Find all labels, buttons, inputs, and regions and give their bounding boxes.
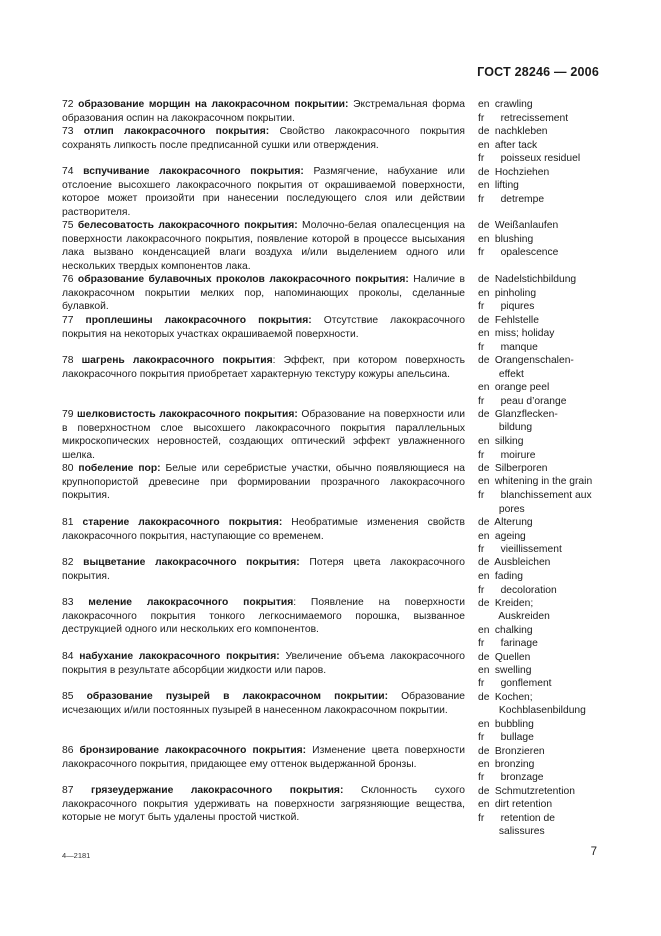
term-entry [62,516,465,543]
term-entry [62,690,465,717]
language-code: en [478,436,490,447]
equivalent-text: Auskreiden [496,611,550,622]
equivalent-term [478,273,576,287]
equivalent-text: effekt [496,369,524,380]
language-code: fr [478,585,485,596]
equivalent-text: moirure [492,450,536,461]
language-code: fr [478,772,485,783]
equivalent-term [478,798,552,812]
language-code: fr [478,450,485,461]
equivalent-text: Ausbleichen [492,557,551,568]
term-number: 78 [62,355,82,366]
term-definition: Образование исчезающих и/или постоянных пузырей в нанесенном лакокрасочном покрытии. [62,691,465,716]
term-entry [62,165,465,219]
term-definition: Увеличение объема лакокрасочного покрытия в результате абсорбции жидкости или паров. [62,651,465,676]
language-code: fr [478,247,485,258]
equivalent-term [478,758,534,772]
equivalent-text: fading [492,571,523,582]
language-code: fr [478,678,485,689]
equivalent-text: Orangenschalen- [492,355,574,366]
language-code: fr [478,813,485,824]
equivalent-text: swelling [492,665,532,676]
equivalent-term [478,624,533,638]
equivalent-text: Kreiden; [492,598,534,609]
language-code: fr [478,490,485,501]
term-definition: Наличие в лакокрасочном покрытии мелких пор, напоминающих проколы, сделанные булавкой. [62,274,465,312]
term-name: вспучивание лакокрасочного покрытия: [83,166,304,177]
equivalent-text: Weißanlaufen [492,220,559,231]
equivalent-text: bronzage [492,772,544,783]
term-name: белесоватость лакокрасочного покрытия: [77,220,298,231]
term-entry [62,273,465,314]
language-code: en [478,328,490,339]
equivalent-text: poisseux residuel [492,153,581,164]
equivalent-term [478,570,523,584]
equivalent-text: lifting [492,180,519,191]
term-name: побеление пор: [78,463,161,474]
term-number: 73 [62,126,84,137]
language-code: en [478,571,490,582]
equivalent-term [478,516,533,530]
equivalent-text: Bronzieren [492,746,545,757]
equivalent-term [478,664,532,678]
language-code: en [478,139,490,151]
equivalent-text: silking [492,436,524,447]
equivalent-text: blushing [492,234,534,245]
equivalent-text: detrempe [492,193,545,205]
equivalent-text: Schmutzretention [492,786,575,797]
equivalent-term [478,462,548,476]
language-code: fr [478,342,485,353]
equivalent-text: vieillissement [492,544,562,555]
term-entry [62,744,465,771]
language-code: de [478,463,490,474]
language-code: fr [478,153,485,164]
equivalent-term [478,825,545,839]
equivalent-term [478,381,549,395]
term-number: 81 [62,517,83,528]
term-definition: Отсутствие лакокрасочного покрытия на некоторых участках окрашиваемой поверхности. [62,315,465,340]
term-entry [62,596,465,637]
term-entry [62,556,465,583]
equivalent-term [478,718,534,732]
equivalent-term [478,475,592,489]
language-code: fr [478,732,485,743]
equivalent-term [478,246,558,260]
language-code: en [478,476,490,487]
equivalent-term [478,395,566,409]
term-entry [62,125,465,152]
term-definition: Необратимые изменения свойств лакокрасочного покрытия, наступающие со временем. [62,517,465,542]
print-code: 4—2181 [62,851,91,860]
language-code: en [478,234,490,245]
equivalent-text: Silberporen [492,463,548,474]
equivalent-text: Glanzflecken- [492,409,558,420]
language-code: de [478,355,490,366]
equivalent-term [478,179,519,193]
term-name: шелковистость лакокрасочного покрытия: [77,409,298,420]
equivalent-term [478,489,592,503]
term-definition: Молочно-белая опалесценция на поверхности лакокрасочного покрытия, появление которой в процессе высыхания лака вызвано конденсацией влаги воздуха и/или выделением одного или нескольких твердых компонентов лака. [62,220,465,272]
equivalent-text: orange peel [492,382,550,393]
equivalent-term [478,677,552,691]
equivalent-text: dirt retention [492,799,553,810]
equivalent-term [478,219,558,233]
equivalent-term [478,556,550,570]
language-code: en [478,665,490,676]
language-code: en [478,719,490,730]
language-code: de [478,786,490,797]
equivalent-text: ageing [492,531,526,542]
equivalent-term [478,610,550,624]
term-number: 82 [62,557,84,568]
language-code: en [478,799,490,810]
term-name: отлип лакокрасочного покрытия: [83,126,270,137]
term-number: 77 [62,315,86,326]
equivalent-text: pores [496,504,525,515]
equivalent-text: piqures [492,301,535,312]
equivalent-term [478,193,544,207]
term-number: 87 [62,785,91,796]
term-name: набухание лакокрасочного покрытия: [79,651,280,662]
equivalent-text: Fehlstelle [492,315,539,326]
equivalent-text: pinholing [492,288,537,299]
language-code: de [478,652,490,663]
equivalent-term [478,637,538,651]
equivalent-text: decoloration [492,585,557,596]
term-name: выцветание лакокрасочного покрытия: [83,557,300,568]
equivalent-term [478,745,545,759]
equivalent-text: Kochen; [492,692,533,703]
equivalent-term [478,139,537,153]
language-code: fr [478,544,485,555]
term-number: 86 [62,745,80,756]
term-number: 72 [62,99,79,110]
term-name: образование морщин на лакокрасочном покрытии: [78,99,349,110]
equivalent-term [478,651,530,665]
language-code: de [478,409,490,420]
language-code: en [478,531,490,542]
equivalent-text: Nadelstichbildung [492,274,577,285]
equivalent-text: Hochziehen [492,166,550,178]
equivalent-term [478,771,544,785]
equivalent-term [478,152,580,166]
equivalent-text: nachkleben [492,126,548,137]
equivalent-text: salissures [496,826,545,837]
term-entry [62,462,465,503]
equivalent-term [478,584,557,598]
equivalent-term [478,785,575,799]
language-code: fr [478,396,485,407]
term-name: проплешины лакокрасочного покрытия: [85,315,312,326]
equivalent-text: bubbling [492,719,534,730]
language-code: en [478,382,490,393]
equivalent-term [478,812,555,826]
term-definition: Изменение цвета поверхности лакокрасочного покрытия, придающее ему оттенок выдержанной бронзы. [62,745,465,770]
equivalent-term [478,704,586,718]
equivalent-term [478,530,526,544]
term-entry [62,314,465,341]
language-code: fr [478,193,485,205]
equivalent-text: Kochblasenbildung [496,705,586,716]
term-definition: : Появление на поверхности лакокрасочного покрытия тонкого легкоснимаемого порошка, вызванное деструкцией одного или нескольких его компонентов. [62,597,465,635]
page-header: ГОСТ 28246 — 2006 [477,65,599,79]
language-code: de [478,166,490,178]
equivalent-text: miss; holiday [492,328,555,339]
term-name: старение лакокрасочного покрытия: [82,517,283,528]
equivalent-term [478,112,568,126]
equivalent-term [478,327,554,341]
term-number: 76 [62,274,78,285]
term-entry [62,408,465,462]
language-code: en [478,99,490,110]
equivalent-text: whitening in the grain [492,476,593,487]
equivalent-text: bullage [492,732,534,743]
equivalent-text: crawling [492,99,533,110]
equivalent-text: bildung [496,422,533,433]
term-number: 84 [62,651,80,662]
language-code: en [478,625,490,636]
equivalent-term [478,166,549,180]
equivalent-term [478,597,533,611]
term-name: меление лакокрасочного покрытия [88,597,294,608]
term-entry [62,219,465,273]
term-entry [62,98,465,125]
equivalent-term [478,233,533,247]
term-number: 80 [62,463,79,474]
equivalent-text: retrecissement [492,112,569,124]
equivalent-term [478,341,538,355]
equivalent-term [478,300,534,314]
equivalent-term [478,435,523,449]
equivalent-text: retention de [492,813,555,824]
language-code: fr [478,301,485,312]
equivalent-term [478,449,536,463]
equivalent-term [478,543,562,557]
equivalent-text: peau d’orange [492,396,567,407]
term-definition: Размягчение, набухание или отслоение высохшего лакокрасочного покрытия от окрашиваемой поверхности, которое может произойти при нанесении последующего слоя или действии растворителя. [62,166,465,218]
equivalent-term [478,731,534,745]
equivalent-text: Alterung [492,517,533,528]
equivalent-term [478,408,558,422]
equivalent-text: opalescence [492,247,559,258]
equivalent-text: after tack [492,139,538,151]
term-definition: Белые или серебристые участки, обычно появляющиеся на крупнопористой древесине при формировании прозрачного лакокрасочного покрытия. [62,463,465,501]
language-code: de [478,315,490,326]
equivalent-term [478,691,533,705]
language-code: de [478,220,490,231]
term-number: 75 [62,220,78,231]
page-number: 7 [590,846,597,858]
equivalent-text: bronzing [492,759,535,770]
language-code: de [478,274,490,285]
term-entry [62,650,465,677]
term-number: 85 [62,691,87,702]
language-code: de [478,692,490,703]
term-name: образование булавочных проколов лакокрасочного покрытия: [77,274,409,285]
term-number: 74 [62,166,84,177]
language-code: de [478,517,490,528]
language-code: fr [478,638,485,649]
language-code: fr [478,112,485,124]
equivalent-text: gonflement [492,678,552,689]
equivalent-term [478,125,548,139]
term-name: образование пузырей в лакокрасочном покрытии: [86,691,389,702]
language-code: de [478,746,490,757]
equivalent-text: Quellen [492,652,531,663]
equivalent-text: blanchissement aux [492,490,592,501]
equivalent-term [478,354,574,368]
term-name: грязеудержание лакокрасочного покрытия: [90,785,344,796]
term-number: 79 [62,409,78,420]
language-code: de [478,557,490,568]
equivalent-term [478,287,536,301]
equivalent-term [478,421,532,435]
equivalent-term [478,503,525,517]
term-definition: Склонность сухого лакокрасочного покрытия удерживать на поверхности загрязняющие вещества, которые не могут быть удалены простой чисткой. [62,785,465,823]
equivalent-term [478,314,539,328]
term-definition: : Эффект, при котором поверхность лакокрасочного покрытия приобретает характерную текстуру кожуры апельсина. [62,355,465,380]
term-entry [62,354,465,381]
language-code: de [478,598,490,609]
term-definition: Образование на поверхности или в поверхностном слое высохшего лакокрасочного покрытия параллельных микроскопических неровностей, создающих оптический эффект увлажненного шелка. [62,409,465,461]
equivalent-term [478,98,533,112]
language-code: en [478,288,490,299]
equivalent-text: farinage [492,638,538,649]
term-name: шагрень лакокрасочного покрытия [81,355,273,366]
term-definition: Свойство лакокрасочного покрытия сохранять липкость после предписанной сушки или отверждения. [62,126,465,151]
equivalent-term [478,368,524,382]
equivalent-text: manque [492,342,538,353]
language-code: en [478,180,490,191]
term-name: бронзирование лакокрасочного покрытия: [79,745,307,756]
term-definition: Экстремальная форма образования оспин на лакокрасочном покрытии. [62,99,465,124]
term-number: 83 [62,597,89,608]
term-definition: Потеря цвета лакокрасочного покрытия. [62,557,465,582]
language-code: de [478,126,490,137]
equivalent-text: chalking [492,625,533,636]
language-code: en [478,759,490,770]
term-entry [62,784,465,825]
